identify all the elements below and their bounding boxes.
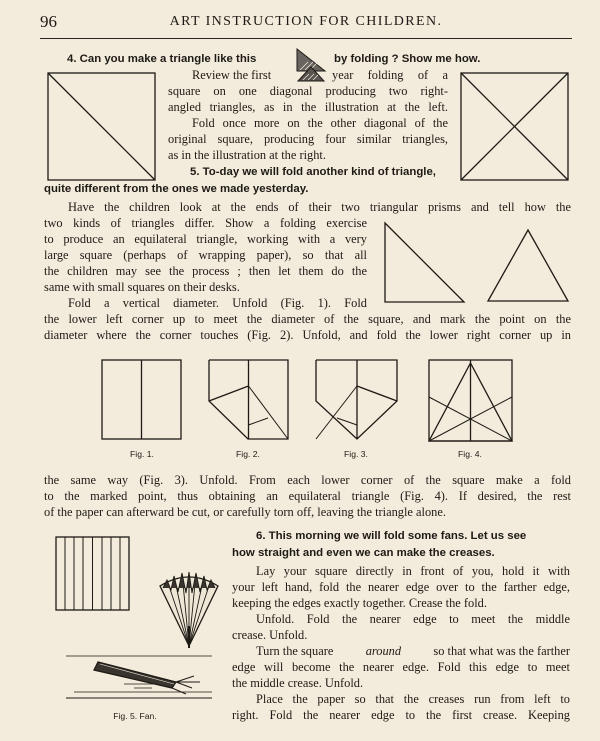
- fig3-caption: Fig. 3.: [344, 449, 368, 459]
- running-head: ART INSTRUCTION FOR CHILDREN.: [169, 14, 443, 29]
- header-rule: [40, 38, 572, 39]
- hatched-triangle-icon: [297, 66, 325, 82]
- s5-line-4: large square (perhaps of wrapping paper), so that all: [44, 248, 367, 262]
- s6-line-7: edge will become the nearer edge. Fold this edge to meet: [232, 660, 570, 674]
- page-number: 96: [40, 12, 57, 31]
- s6-turn-post: so that what was the farther: [433, 644, 570, 658]
- fig5-open-fan: [158, 570, 220, 648]
- fig5-creased-square: [55, 536, 131, 612]
- fig4-caption: Fig. 4.: [458, 449, 482, 459]
- s5-line-5: the children may see the process ; then let them do the: [44, 264, 367, 278]
- s5-line-1: Have the children look at the ends of their two triangular prisms and tell how the: [68, 200, 571, 214]
- fig3-diagram: [315, 359, 399, 441]
- fig4-diagram: [428, 359, 514, 443]
- s4-line-4: angled triangles, as in the illustration at the left.: [168, 100, 448, 114]
- s6-line-10: right. Fold the nearer edge to the first crease. Keeping: [232, 708, 570, 722]
- figure-square-two-diagonals: [460, 72, 570, 182]
- section6-heading-a: 6. This morning we will fold some fans. Let us see: [256, 530, 527, 542]
- section4-heading-post: by folding ? Show me how.: [334, 53, 481, 65]
- s6-line-3: keeping the edges exactly together. Crease the fold.: [232, 596, 487, 610]
- section5-heading-b: quite different from the ones we made yesterday.: [44, 183, 309, 195]
- s5-after-line-3: of the paper can afterward be cut, or carefully torn off, leaving the triangle alone.: [44, 505, 446, 519]
- figure-equilateral-triangle: [486, 229, 570, 303]
- fig5-caption: Fig. 5. Fan.: [113, 711, 157, 721]
- fig1-diagram: [101, 359, 183, 441]
- s6-line-5: crease. Unfold.: [232, 628, 308, 642]
- s6-line-4: Unfold. Fold the nearer edge to meet the middle: [256, 612, 570, 626]
- page-header: [40, 12, 572, 34]
- s4-line-5: Fold once more on the other diagonal of the: [192, 116, 448, 130]
- section6-heading-b: how straight and even we can make the creases.: [232, 547, 495, 559]
- s6-line-1: Lay your square directly in front of you, hold it with: [256, 564, 570, 578]
- s5-line-7: Fold a vertical diameter. Unfold (Fig. 1). Fold: [68, 296, 367, 310]
- s5-after-line-1: the same way (Fig. 3). Unfold. From each lower corner of the square make a fold: [44, 473, 571, 487]
- s5-line-8: the lower left corner up to meet the diameter of the square, and mark the point on the: [44, 312, 571, 326]
- s5-line-2: two kinds of triangles differ. Show a folding exercise: [44, 216, 367, 230]
- s6-line-8: the middle crease. Unfold.: [232, 676, 364, 690]
- s6-line-2: your left hand, fold the nearer edge over to the farther edge,: [232, 580, 570, 594]
- s4-line-7: as in the illustration at the right.: [168, 148, 326, 162]
- figure-right-triangle: [384, 222, 466, 304]
- s6-turn-pre: Turn the square: [256, 644, 334, 658]
- s4-line-3: square on one diagonal producing two right-: [168, 84, 448, 98]
- s4-line-1: Review the first: [192, 68, 272, 82]
- fig2-caption: Fig. 2.: [236, 449, 260, 459]
- section4-heading-pre: 4. Can you make a triangle like this: [67, 53, 257, 65]
- s5-after-line-2: to the marked point, thus obtaining an equilateral triangle (Fig. 4). If desired, the rest: [44, 489, 571, 503]
- s6-turn-em: around: [365, 644, 402, 658]
- fig5-folded-fan: [64, 648, 214, 700]
- section5-heading-a: 5. To-day we will fold another kind of triangle,: [190, 166, 436, 178]
- s5-line-9: diameter where the corner touches (Fig. 2). Unfold, and fold the lower right corner up in: [44, 328, 571, 342]
- s6-line-6: [256, 643, 570, 659]
- s4-line-6: original square, producing four similar triangles,: [168, 132, 448, 146]
- s4-line-2: year folding of a: [332, 68, 448, 82]
- s5-line-3: to produce an equilateral triangle, working with a very: [44, 232, 367, 246]
- fig1-caption: Fig. 1.: [130, 449, 154, 459]
- s6-line-9: Place the paper so that the creases run from left to: [256, 692, 570, 706]
- fig2-diagram: [208, 359, 290, 441]
- figure-square-one-diagonal: [47, 72, 157, 182]
- s5-line-6: same with small squares on their desks.: [44, 280, 240, 294]
